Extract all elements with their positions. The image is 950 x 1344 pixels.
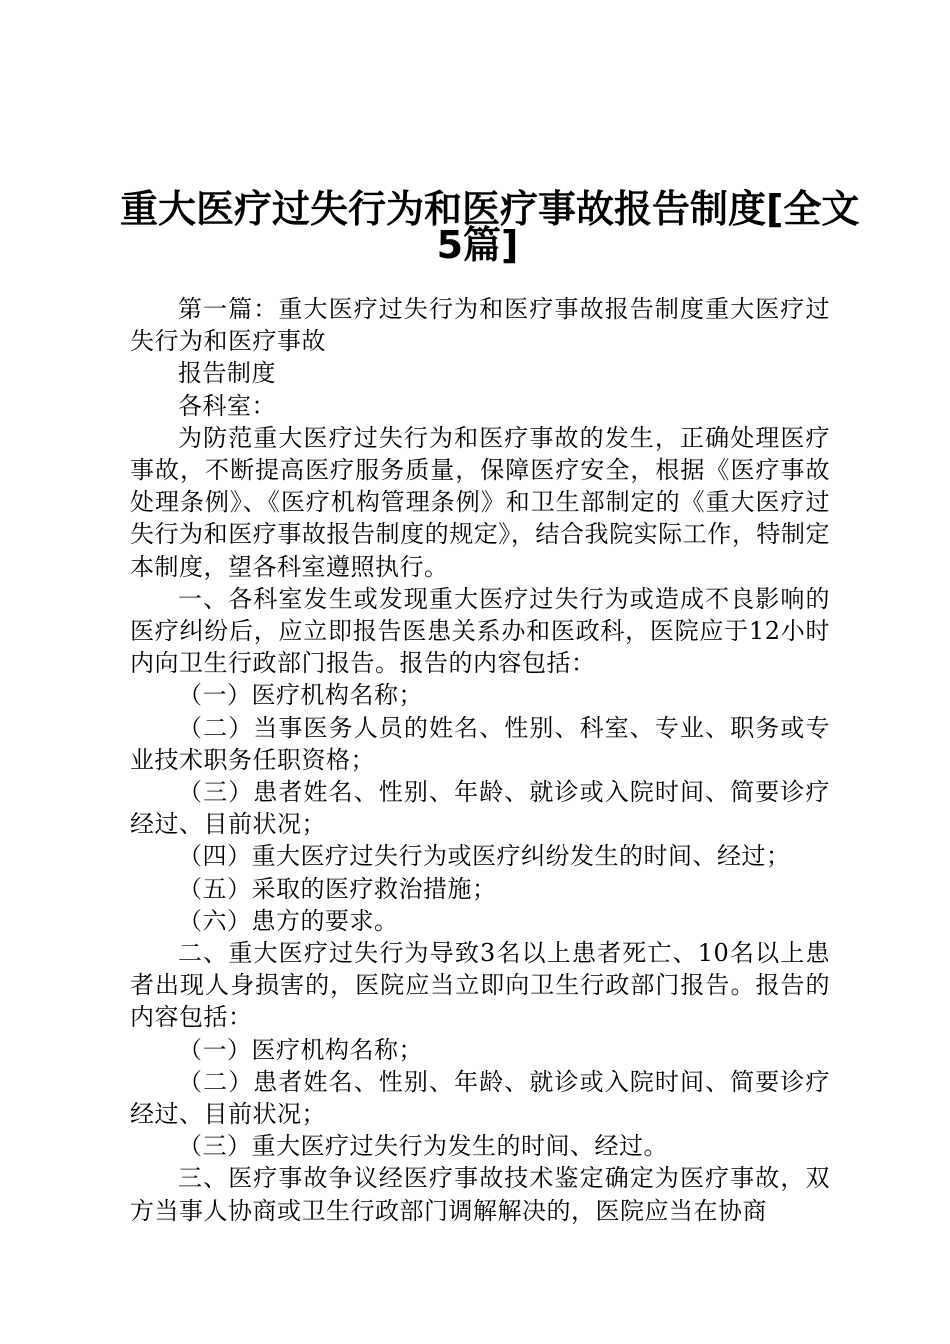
paragraph: （五）采取的医疗救治措施； (178, 874, 497, 903)
document-body (130, 293, 830, 1227)
paragraph: 各科室： (178, 391, 276, 420)
paragraph: 二、重大医疗过失行为导致3名以上患者死亡、10名以上患者出现人身损害的，医院应当立即向卫生行政部门报告。报告的内容包括： (130, 939, 830, 1032)
document-title-line-1: 重大医疗过失行为和医疗事故报告制度[全文 (120, 187, 860, 231)
paragraph: （一）医疗机构名称； (178, 1035, 423, 1064)
document-title-line-2: 5篇] (436, 223, 519, 267)
paragraph: 一、各科室发生或发现重大医疗过失行为或造成不良影响的医疗纠纷后，应立即报告医患关系办和医政科，医院应于12小时内向卫生行政部门报告。报告的内容包括： (130, 584, 830, 678)
paragraph: （四）重大医疗过失行为或医疗纠纷发生的时间、经过； (178, 842, 791, 871)
paragraph: （六）患方的要求。 (178, 906, 399, 935)
paragraph: 为防范重大医疗过失行为和医疗事故的发生，正确处理医疗事故，不断提高医疗服务质量，保障医疗安全，根据《医疗事故处理条例》、《医疗机构管理条例》和卫生部制定的《重大医疗过失行为和医疗事故报告制度的规定》，结合我院实际工作，特制定本制度，望各科室遵照执行。 (130, 423, 830, 581)
paragraph: （二）当事医务人员的姓名、性别、科室、专业、职务或专业技术职务任职资格； (130, 713, 830, 774)
paragraph: （三）患者姓名、性别、年龄、就诊或入院时间、简要诊疗经过、目前状况； (130, 778, 830, 839)
paragraph: 第一篇：重大医疗过失行为和医疗事故报告制度重大医疗过失行为和医疗事故 (130, 295, 830, 356)
paragraph: 三、医疗事故争议经医疗事故技术鉴定确定为医疗事故，双方当事人协商或卫生行政部门调解解决的，医院应当在协商 (130, 1164, 830, 1225)
paragraph: （一）医疗机构名称； (178, 681, 423, 710)
paragraph: （二）患者姓名、性别、年龄、就诊或入院时间、简要诊疗经过、目前状况； (130, 1067, 830, 1129)
paragraph: 报告制度 (178, 359, 276, 388)
paragraph: （三）重大医疗过失行为发生的时间、经过。 (178, 1132, 668, 1161)
